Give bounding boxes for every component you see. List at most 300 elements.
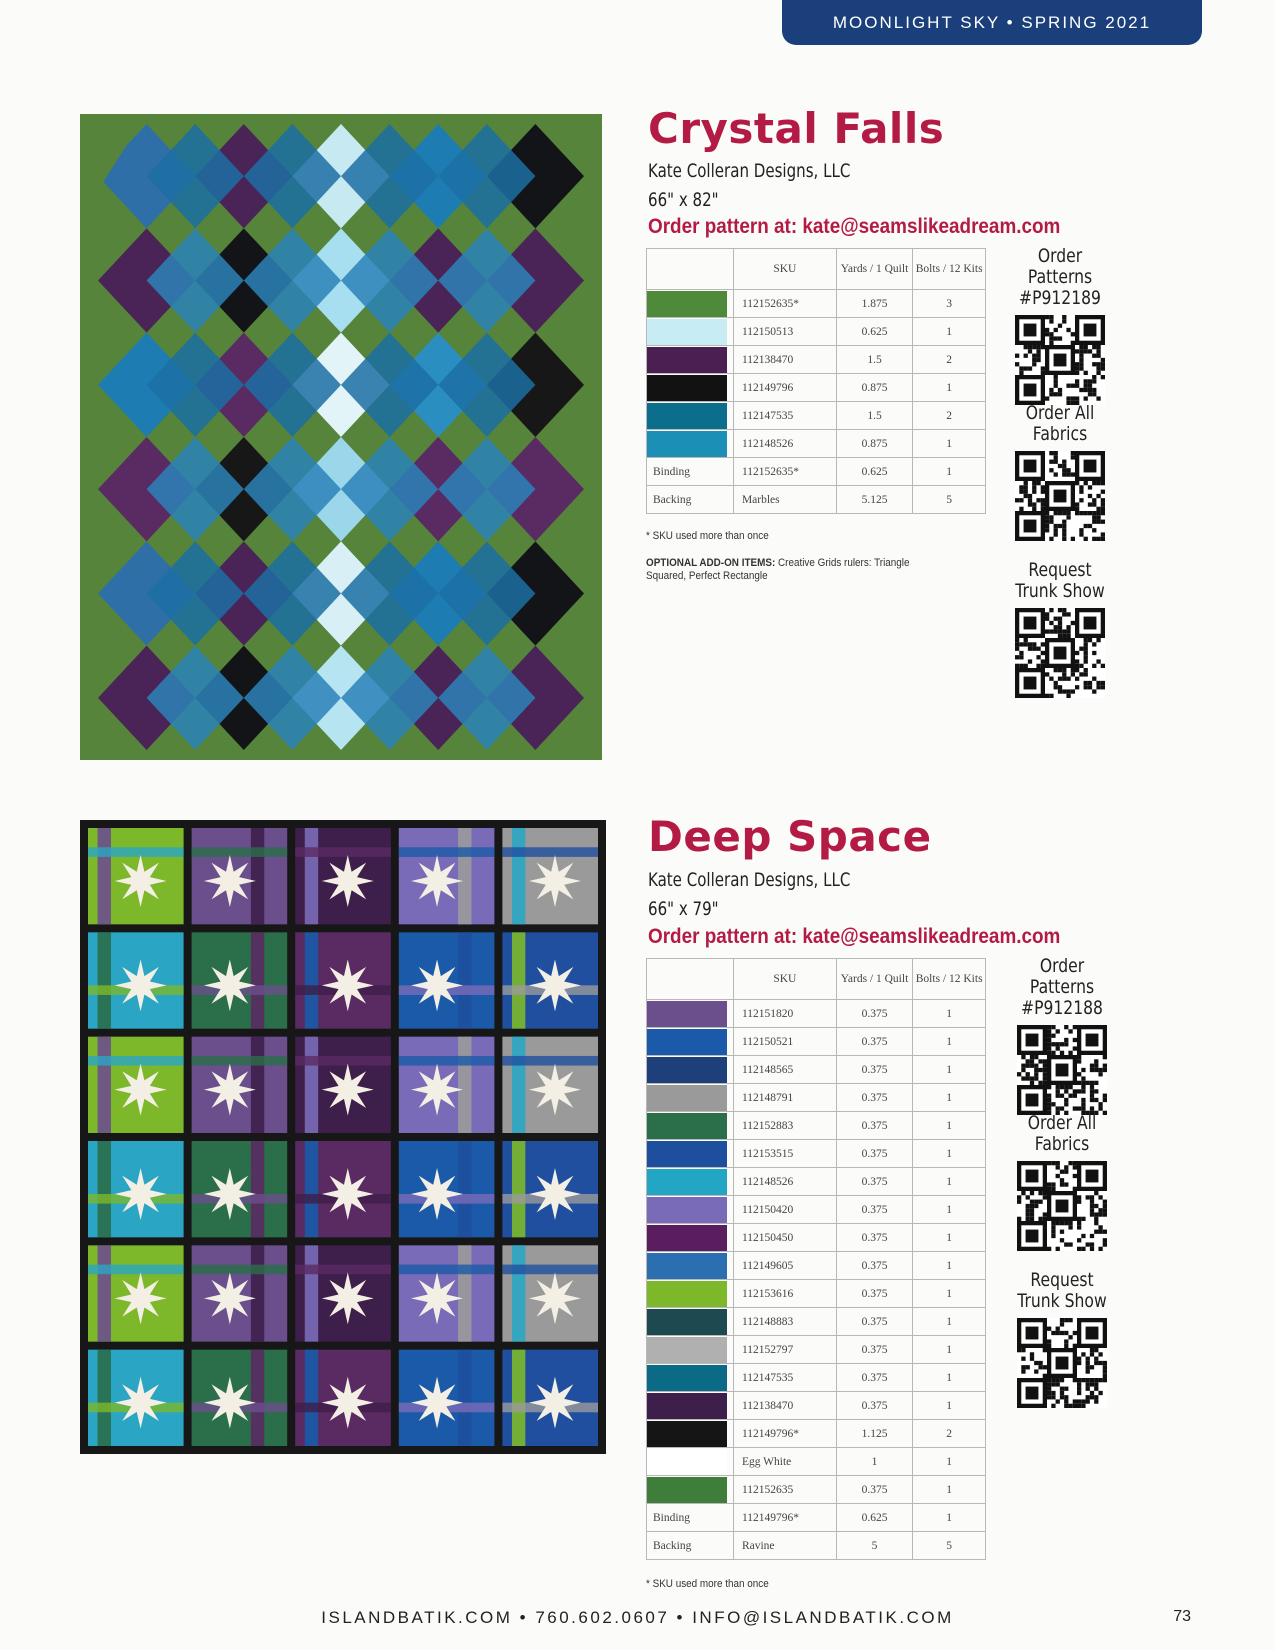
deep-space-quilt-image (80, 820, 606, 1454)
bolts-cell: 1 (913, 1112, 986, 1140)
fabric-swatch-color (647, 1113, 727, 1139)
block-strip (305, 1141, 318, 1237)
star-shape (204, 959, 256, 1011)
star-block (192, 828, 288, 924)
deep-space-trunk-show[interactable] (1002, 1270, 1122, 1408)
star-block (502, 1141, 598, 1237)
crystal-falls-designer: Kate Colleran Designs, LLC (648, 160, 851, 182)
table-row (647, 1504, 986, 1532)
star-shape (204, 1377, 256, 1429)
bolts-cell: 1 (913, 1168, 986, 1196)
sku-cell: 112138470 (733, 1392, 836, 1420)
block-strip (512, 1245, 525, 1341)
star-block (88, 1350, 184, 1446)
deep-space-order-patterns[interactable] (1002, 956, 1122, 1115)
sku-cell: 112147535 (733, 1364, 836, 1392)
fabric-swatch-color (647, 1393, 727, 1419)
fabric-swatch (647, 374, 734, 402)
sku-cell: Marbles (733, 486, 836, 514)
fabric-swatch-color (647, 1001, 727, 1027)
star-block (502, 1037, 598, 1133)
star-shape (204, 1064, 256, 1116)
star-block (192, 1037, 288, 1133)
fabric-swatch (647, 1308, 734, 1336)
crystal-falls-quilt-image (80, 114, 602, 760)
fabric-swatch-color (647, 291, 727, 317)
table-row (647, 374, 986, 402)
fabric-swatch-color (647, 319, 727, 345)
star-shape (204, 1272, 256, 1324)
bolts-cell: 1 (913, 318, 986, 346)
yards-cell: 0.375 (836, 1056, 913, 1084)
table-row (647, 430, 986, 458)
bolts-cell: 1 (913, 1000, 986, 1028)
table-row (647, 1532, 986, 1560)
star-block (88, 1141, 184, 1237)
fabric-swatch-color (647, 1449, 727, 1475)
qr-code-icon[interactable] (1017, 1318, 1107, 1408)
yards-cell: 0.375 (836, 1224, 913, 1252)
star-block (502, 1350, 598, 1446)
bolts-cell: 1 (913, 458, 986, 486)
fabric-swatch-color (647, 347, 727, 373)
fabric-swatch (647, 402, 734, 430)
block-strip (192, 1056, 288, 1066)
fabric-swatch-color (647, 1477, 727, 1503)
yards-cell: 0.375 (836, 1364, 913, 1392)
star-shape (115, 1377, 167, 1429)
bolts-cell: 1 (913, 1056, 986, 1084)
bolts-cell: 1 (913, 1336, 986, 1364)
block-strip (458, 828, 471, 924)
star-block (295, 1037, 391, 1133)
table-row (647, 458, 986, 486)
block-strip (305, 1037, 318, 1133)
deep-space-title: Deep Space (648, 812, 932, 861)
bolts-cell: 2 (913, 402, 986, 430)
star-block (295, 1350, 391, 1446)
fabric-swatch (647, 1084, 734, 1112)
table-row (647, 1112, 986, 1140)
yards-cell: 0.375 (836, 1112, 913, 1140)
yards-cell: 1 (836, 1448, 913, 1476)
block-strip (399, 1265, 495, 1275)
fabric-swatch (647, 318, 734, 346)
yards-cell: 0.375 (836, 1392, 913, 1420)
bolts-cell: 1 (913, 1140, 986, 1168)
block-strip (98, 828, 111, 924)
bolts-cell: 1 (913, 1308, 986, 1336)
table-row (647, 1364, 986, 1392)
block-strip (305, 828, 318, 924)
star-block (192, 932, 288, 1028)
table-row (647, 1280, 986, 1308)
block-strip (88, 1265, 184, 1275)
sku-cell: 112147535 (733, 402, 836, 430)
fabric-swatch (647, 1280, 734, 1308)
fabric-swatch-color (647, 1141, 727, 1167)
star-shape (529, 1272, 581, 1324)
table-row (647, 346, 986, 374)
table-header-swatch (647, 959, 734, 1000)
table-header-sku: SKU (733, 959, 836, 1000)
block-strip (251, 1245, 264, 1341)
star-shape (204, 1168, 256, 1220)
block-strip (295, 1056, 391, 1066)
yards-cell: 0.375 (836, 1000, 913, 1028)
block-strip (192, 1265, 288, 1275)
star-shape (322, 959, 374, 1011)
star-shape (411, 1377, 463, 1429)
crystal-falls-sku-table (646, 248, 986, 514)
table-row (647, 1168, 986, 1196)
fabric-swatch (647, 1336, 734, 1364)
row-label: Binding (647, 458, 734, 486)
bolts-cell: 1 (913, 1224, 986, 1252)
table-row (647, 402, 986, 430)
fabric-swatch (647, 1056, 734, 1084)
table-header-bolts: Bolts / 12 Kits (913, 249, 986, 290)
row-label: Backing (647, 486, 734, 514)
fabric-swatch (647, 290, 734, 318)
fabric-swatch-color (647, 1281, 727, 1307)
table-row (647, 1392, 986, 1420)
fabric-swatch (647, 1028, 734, 1056)
table-row (647, 318, 986, 346)
bolts-cell: 2 (913, 1420, 986, 1448)
sku-cell: 112153515 (733, 1140, 836, 1168)
yards-cell: 0.375 (836, 1028, 913, 1056)
star-block (295, 932, 391, 1028)
table-row (647, 1448, 986, 1476)
star-shape (411, 855, 463, 907)
yards-cell: 5.125 (836, 486, 913, 514)
fabric-swatch (647, 1224, 734, 1252)
page-number: 73 (1173, 1608, 1191, 1625)
bolts-cell: 1 (913, 1392, 986, 1420)
table-row (647, 1252, 986, 1280)
fabric-swatch (647, 1364, 734, 1392)
block-strip (192, 847, 288, 857)
star-shape (115, 1064, 167, 1116)
fabric-swatch-color (647, 1225, 727, 1251)
deep-space-order-fabrics[interactable] (1002, 1113, 1122, 1251)
star-block (88, 932, 184, 1028)
yards-cell: 1.125 (836, 1420, 913, 1448)
yards-cell: 0.375 (836, 1196, 913, 1224)
yards-cell: 1.875 (836, 290, 913, 318)
star-block (295, 1141, 391, 1237)
block-strip (502, 847, 598, 857)
order-patterns-label: Order Patterns #P912188 (1021, 955, 1103, 1019)
table-header-sku: SKU (733, 249, 836, 290)
sku-cell: 112138470 (733, 346, 836, 374)
block-strip (98, 932, 111, 1028)
star-block (295, 1245, 391, 1341)
table-header-yards: Yards / 1 Quilt (836, 249, 913, 290)
star-shape (115, 855, 167, 907)
table-row (647, 1420, 986, 1448)
block-strip (251, 1350, 264, 1446)
yards-cell: 5 (836, 1532, 913, 1560)
bolts-cell: 1 (913, 1364, 986, 1392)
yards-cell: 0.375 (836, 1336, 913, 1364)
star-block (399, 828, 495, 924)
block-strip (305, 932, 318, 1028)
block-strip (458, 1037, 471, 1133)
crystal-falls-size: 66" x 82" (648, 189, 719, 211)
star-block (399, 932, 495, 1028)
sku-cell: 112152635* (733, 458, 836, 486)
sku-cell: 112148565 (733, 1056, 836, 1084)
fabric-swatch (647, 1000, 734, 1028)
star-block (192, 1350, 288, 1446)
table-header-bolts: Bolts / 12 Kits (913, 959, 986, 1000)
addon-text: Creative Grids rulers: Triangle Squared, Perfect Rectangle (646, 557, 910, 582)
sku-cell: 112151820 (733, 1000, 836, 1028)
block-strip (502, 1056, 598, 1066)
qr-code-icon[interactable] (1015, 608, 1105, 698)
qr-code-icon[interactable] (1017, 1161, 1107, 1251)
trunk-show-label: Request Trunk Show (1015, 559, 1105, 602)
star-block (399, 1245, 495, 1341)
block-strip (295, 1265, 391, 1275)
table-row (647, 1308, 986, 1336)
table-row (647, 1056, 986, 1084)
addon-label: OPTIONAL ADD-ON ITEMS: (646, 557, 776, 569)
sku-cell: 112150513 (733, 318, 836, 346)
block-strip (399, 1056, 495, 1066)
bolts-cell: 1 (913, 1084, 986, 1112)
bolts-cell: 1 (913, 1196, 986, 1224)
block-strip (512, 828, 525, 924)
table-row (647, 486, 986, 514)
fabric-swatch (647, 1448, 734, 1476)
deep-space-sku-table (646, 958, 986, 1560)
block-strip (88, 1056, 184, 1066)
block-strip (458, 1350, 471, 1446)
block-strip (251, 828, 264, 924)
sku-cell: Ravine (733, 1532, 836, 1560)
sku-cell: 112150420 (733, 1196, 836, 1224)
yards-cell: 0.875 (836, 374, 913, 402)
yards-cell: 0.375 (836, 1168, 913, 1196)
star-shape (529, 1168, 581, 1220)
table-row (647, 1336, 986, 1364)
deep-space-designer: Kate Colleran Designs, LLC (648, 869, 851, 891)
fabric-swatch (647, 1140, 734, 1168)
fabric-swatch (647, 1476, 734, 1504)
table-row (647, 1084, 986, 1112)
block-strip (512, 1350, 525, 1446)
deep-space-size: 66" x 79" (648, 898, 719, 920)
deep-space-footnote: * SKU used more than once (646, 1578, 769, 1590)
qr-code-icon[interactable] (1015, 451, 1105, 541)
yards-cell: 0.375 (836, 1084, 913, 1112)
catalog-header-tab (782, 0, 1202, 45)
block-strip (512, 1037, 525, 1133)
star-shape (529, 1064, 581, 1116)
fabric-swatch-color (647, 375, 727, 401)
fabric-swatch (647, 1392, 734, 1420)
order-fabrics-label: Order All Fabrics (1025, 402, 1095, 445)
block-strip (458, 1245, 471, 1341)
fabric-swatch-color (647, 1057, 727, 1083)
deep-space-order-link[interactable]: Order pattern at: kate@seamslikeadream.com (648, 925, 1061, 948)
sku-cell: 112149796* (733, 1420, 836, 1448)
star-block (399, 1350, 495, 1446)
fabric-swatch-color (647, 1421, 727, 1447)
star-shape (529, 959, 581, 1011)
block-strip (458, 1141, 471, 1237)
fabric-swatch-color (647, 1029, 727, 1055)
crystal-falls-addon (646, 557, 934, 583)
table-row (647, 1028, 986, 1056)
star-shape (529, 855, 581, 907)
yards-cell: 0.375 (836, 1476, 913, 1504)
block-strip (458, 932, 471, 1028)
crystal-falls-order-patterns[interactable] (1000, 246, 1120, 405)
yards-cell: 0.875 (836, 430, 913, 458)
table-row (647, 1476, 986, 1504)
star-shape (115, 1272, 167, 1324)
yards-cell: 0.625 (836, 318, 913, 346)
order-fabrics-label: Order All Fabrics (1027, 1112, 1097, 1155)
block-strip (251, 1037, 264, 1133)
bolts-cell: 2 (913, 346, 986, 374)
star-block (399, 1141, 495, 1237)
sku-cell: Egg White (733, 1448, 836, 1476)
star-shape (115, 1168, 167, 1220)
star-block (88, 1245, 184, 1341)
star-block (88, 1037, 184, 1133)
star-shape (411, 1272, 463, 1324)
star-block (295, 828, 391, 924)
bolts-cell: 5 (913, 1532, 986, 1560)
fabric-swatch-color (647, 431, 727, 457)
fabric-swatch-color (647, 1253, 727, 1279)
star-block (502, 1245, 598, 1341)
block-strip (98, 1350, 111, 1446)
star-shape (411, 1168, 463, 1220)
bolts-cell: 3 (913, 290, 986, 318)
sku-cell: 112152797 (733, 1336, 836, 1364)
yards-cell: 0.375 (836, 1280, 913, 1308)
block-strip (251, 1141, 264, 1237)
sku-cell: 112148526 (733, 1168, 836, 1196)
star-shape (204, 855, 256, 907)
fabric-swatch-color (647, 1169, 727, 1195)
star-shape (322, 1377, 374, 1429)
crystal-falls-footnote: * SKU used more than once (646, 530, 769, 542)
sku-cell: 112149605 (733, 1252, 836, 1280)
crystal-falls-order-link[interactable]: Order pattern at: kate@seamslikeadream.com (648, 215, 1061, 238)
fabric-swatch-color (647, 1309, 727, 1335)
star-shape (322, 1272, 374, 1324)
table-row (647, 1140, 986, 1168)
block-strip (512, 1141, 525, 1237)
fabric-swatch (647, 346, 734, 374)
table-header-yards: Yards / 1 Quilt (836, 959, 913, 1000)
star-block (502, 932, 598, 1028)
star-block (88, 828, 184, 924)
bolts-cell: 1 (913, 374, 986, 402)
fabric-swatch (647, 1196, 734, 1224)
fabric-swatch-color (647, 1085, 727, 1111)
bolts-cell: 1 (913, 1028, 986, 1056)
trunk-show-label: Request Trunk Show (1017, 1269, 1107, 1312)
sku-cell: 112152635 (733, 1476, 836, 1504)
star-shape (529, 1377, 581, 1429)
sku-cell: 112150521 (733, 1028, 836, 1056)
row-label: Binding (647, 1504, 734, 1532)
crystal-falls-title: Crystal Falls (648, 104, 945, 153)
star-block (192, 1141, 288, 1237)
block-strip (399, 847, 495, 857)
sku-cell: 112152635* (733, 290, 836, 318)
sku-cell: 112152883 (733, 1112, 836, 1140)
table-header-swatch (647, 249, 734, 290)
block-strip (502, 1265, 598, 1275)
bolts-cell: 1 (913, 1280, 986, 1308)
fabric-swatch (647, 1252, 734, 1280)
crystal-falls-trunk-show[interactable] (1000, 560, 1120, 698)
catalog-header-text: MOONLIGHT SKY • SPRING 2021 (832, 12, 1152, 32)
sku-cell: 112150450 (733, 1224, 836, 1252)
star-block (192, 1245, 288, 1341)
table-row (647, 1224, 986, 1252)
fabric-swatch-color (647, 403, 727, 429)
fabric-swatch-color (647, 1337, 727, 1363)
table-row (647, 1000, 986, 1028)
qr-code-icon[interactable] (1015, 315, 1105, 405)
order-patterns-label: Order Patterns #P912189 (1019, 245, 1101, 309)
star-shape (411, 959, 463, 1011)
block-strip (98, 1245, 111, 1341)
row-label: Backing (647, 1532, 734, 1560)
bolts-cell: 1 (913, 1252, 986, 1280)
fabric-swatch-color (647, 1365, 727, 1391)
yards-cell: 0.375 (836, 1252, 913, 1280)
fabric-swatch (647, 1168, 734, 1196)
crystal-falls-order-fabrics[interactable] (1000, 403, 1120, 541)
block-strip (305, 1350, 318, 1446)
star-shape (322, 855, 374, 907)
block-strip (98, 1141, 111, 1237)
bolts-cell: 1 (913, 1504, 986, 1532)
star-shape (322, 1168, 374, 1220)
bolts-cell: 5 (913, 486, 986, 514)
block-strip (88, 847, 184, 857)
fabric-swatch (647, 1420, 734, 1448)
sku-cell: 112148791 (733, 1084, 836, 1112)
yards-cell: 0.375 (836, 1140, 913, 1168)
yards-cell: 0.625 (836, 458, 913, 486)
block-strip (305, 1245, 318, 1341)
star-block (502, 828, 598, 924)
qr-code-icon[interactable] (1017, 1025, 1107, 1115)
footer-contact: ISLANDBATIK.COM • 760.602.0607 • INFO@ISLANDBATIK.COM (321, 1608, 954, 1627)
bolts-cell: 1 (913, 1448, 986, 1476)
block-strip (512, 932, 525, 1028)
fabric-swatch (647, 1112, 734, 1140)
sku-cell: 112149796* (733, 1504, 836, 1532)
sku-cell: 112148883 (733, 1308, 836, 1336)
star-block (399, 1037, 495, 1133)
block-strip (251, 932, 264, 1028)
sku-cell: 112148526 (733, 430, 836, 458)
yards-cell: 1.5 (836, 402, 913, 430)
